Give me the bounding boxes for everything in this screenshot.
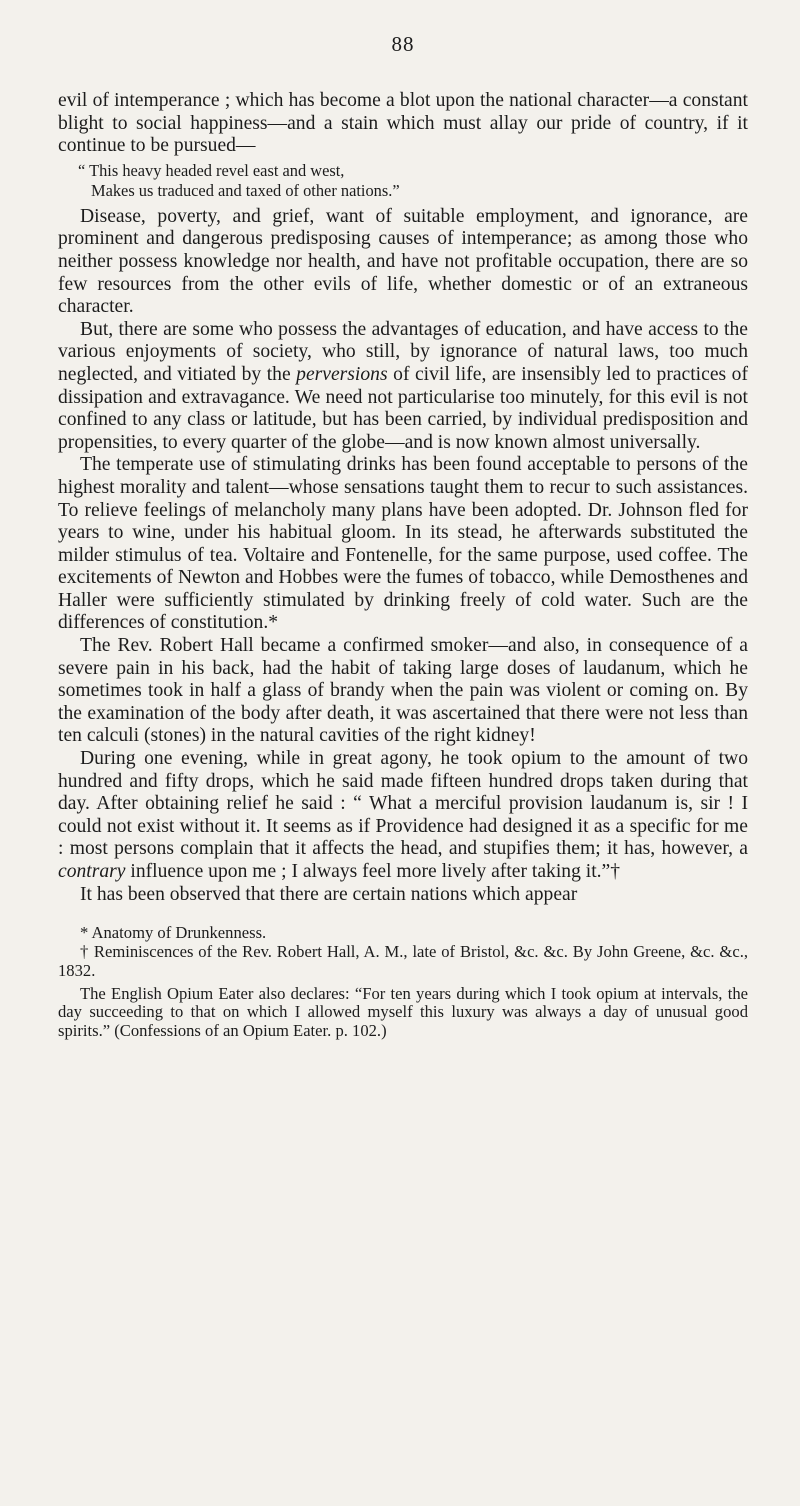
paragraph-education	[58, 319, 748, 455]
footnote-opium-eater: The English Opium Eater also declares: “For ten years during which I took opium at intervals, the day succeeding to that on which I allowed myself this luxury was always a day of unusual good spirits.” (Confessions of an Opium Eater. p. 102.)	[58, 983, 748, 1041]
verse-line-2: Makes us traduced and taxed of other nations.”	[91, 180, 400, 200]
paragraph-laudanum-start: During one evening, while in great agony, he took opium to the amount of two hundred and fifty drops, which he said made fifteen hundred drops taken during that day. After obtaining relief he said : “ What a merciful provision laudanum is, sir ! I could not exist without it. It seems as if Providence had designed it as a specific for me : most persons complain that it affects the head, and stupifies them; it has, however, a	[58, 748, 748, 860]
paragraph-education-end: of civil life, are insensibly led to practices of dissipation and extravagance. We need not particularise too minutely, for this evil is not confined to any class or latitude, but has been carried, by individual predisposition and propensities, to every quarter of the globe—and is now known almost universally.	[58, 363, 748, 453]
paragraph-education-start: But, there are some who possess the advantages of education, and have access to the various enjoyments of society, who still, by ignorance of natural laws, too much neglected, and vitiated by the	[58, 318, 748, 385]
emphasis-perversions: perversions	[296, 363, 388, 385]
verse-quotation	[58, 161, 748, 201]
paragraph-laudanum-end: influence upon me ; I always feel more lively after taking it.”†	[130, 861, 621, 882]
paragraph-laudanum	[58, 748, 748, 884]
book-page	[58, 32, 748, 1041]
footnote-reminiscences: † Reminiscences of the Rev. Robert Hall, A. M., late of Bristol, &c. &c. By John Greene, &c. &c., 1832.	[58, 941, 748, 980]
footnotes	[58, 924, 748, 1041]
emphasis-contrary: contrary	[58, 861, 126, 882]
footnote-anatomy: * Anatomy of Drunkenness.	[80, 923, 267, 943]
intro-paragraph: evil of intemperance ; which has become a blot upon the national character—a constant blight to social happiness—and a stain which must allay our pride of country, if it continue to be pursued—	[58, 90, 748, 157]
paragraph-disease: Disease, poverty, and grief, want of suitable employment, and ignorance, are prominent and dangerous predisposing causes of intemperance; as among those who neither possess knowledge nor health, and have not profitable occupation, there are so few resources from the other evils of life, whether domestic or of an extraneous character.	[58, 205, 748, 318]
paragraph-stimulating-drinks: The temperate use of stimulating drinks has been found acceptable to persons of the highest morality and talent—whose sensations taught them to recur to such assistances. To relieve feelings of melancholy many plans have been adopted. Dr. Johnson fled for years to wine, under his habitual gloom. In its stead, he afterwards substituted the milder stimulus of tea. Voltaire and Fontenelle, for the same purpose, used coffee. The excitements of Newton and Hobbes were the fumes of tobacco, while Demosthenes and Haller were sufficiently stimulated by drinking freely of cold water. Such are the differences of constitution.*	[58, 454, 748, 634]
paragraph-robert-hall: The Rev. Robert Hall became a confirmed smoker—and also, in consequence of a severe pain in his back, had the habit of taking large doses of laudanum, which he sometimes took in half a glass of brandy when the pain was violent or coming on. By the examination of the body after death, it was ascertained that there were not less than ten calculi (stones) in the natural cavities of the right kidney!	[58, 635, 748, 747]
verse-line-1: “ This heavy headed revel east and west,	[78, 160, 345, 180]
paragraph-nations: It has been observed that there are certain nations which appear	[80, 883, 578, 905]
page-number: 88	[391, 32, 415, 56]
